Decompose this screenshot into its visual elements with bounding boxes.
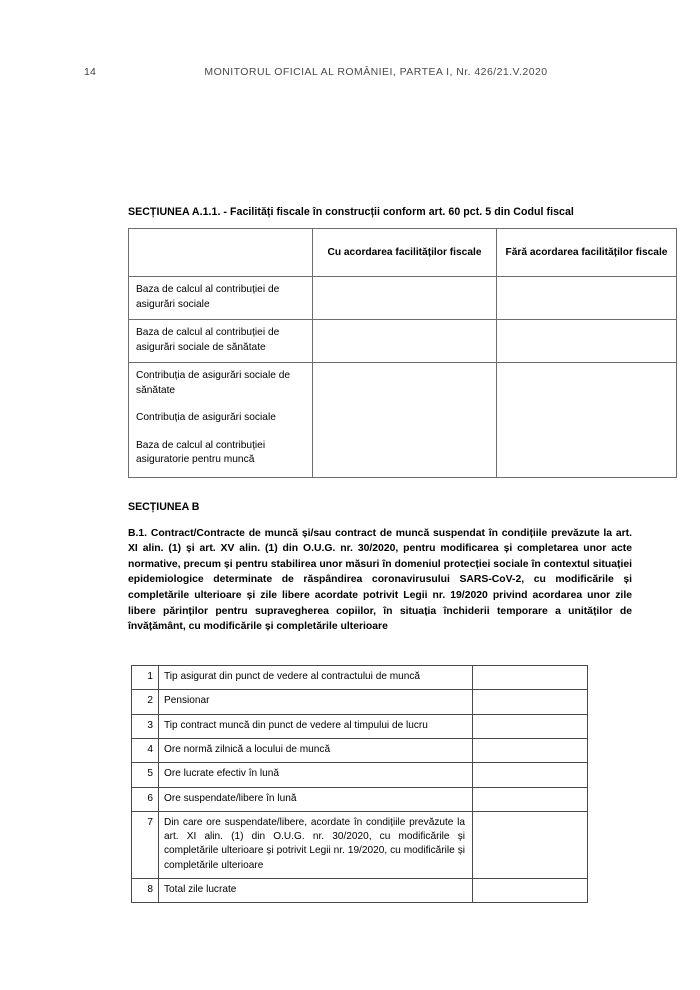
merged-label-line: Baza de calcul al contribuției asiguratorie pentru muncă	[136, 439, 266, 466]
document-content	[128, 206, 668, 903]
table-row	[129, 277, 677, 320]
row-value-field[interactable]	[473, 787, 588, 811]
facilitati-fiscale-table	[128, 228, 677, 477]
row-number: 7	[132, 811, 159, 878]
section-a-title: SECȚIUNEA A.1.1. - Facilități fiscale în construcții conform art. 60 pct. 5 din Codul fiscal	[128, 206, 574, 218]
row-label: Baza de calcul al contribuției de asigurări sociale	[129, 277, 313, 320]
row-value-field[interactable]	[473, 811, 588, 878]
row-value-fara[interactable]	[497, 277, 677, 320]
merged-row-value-fara[interactable]	[497, 363, 677, 477]
section-b-paragraph: B.1. Contract/Contracte de muncă și/sau contract de muncă suspendat în condițiile prevăzute la art. XI alin. (1) și art. XV alin. (1) din O.U.G. nr. 30/2020, pentru modificarea și completarea unor acte normative, precum și pentru stabilirea unor măsuri în domeniul protecției sociale în contextul situației epidemiologice determinate de răspândirea coronavirusului SARS-CoV-2, cu modificările și completările ulterioare și zile libere acordate potrivit Legii nr. 19/2020 privind acordarea unor zile libere părinților pentru supravegherea copiilor, în situația închiderii temporare a unităților de învățământ, cu modificările și completările ulterioare	[128, 527, 632, 633]
row-value-field[interactable]	[473, 738, 588, 762]
table-row	[132, 787, 588, 811]
row-label: Tip asigurat din punct de vedere al contractului de muncă	[159, 665, 473, 689]
row-label: Total zile lucrate	[159, 879, 473, 903]
row-value-field[interactable]	[473, 714, 588, 738]
table-row	[132, 665, 588, 689]
table-header-row	[129, 229, 677, 277]
table-row	[132, 714, 588, 738]
merged-row-value-cu[interactable]	[313, 363, 497, 477]
table-row	[129, 320, 677, 363]
row-value-fara[interactable]	[497, 320, 677, 363]
table-row	[132, 879, 588, 903]
row-value-field[interactable]	[473, 763, 588, 787]
row-label: Ore suspendate/libere în lună	[159, 787, 473, 811]
row-value-field[interactable]	[473, 665, 588, 689]
row-number: 1	[132, 665, 159, 689]
row-label: Baza de calcul al contribuției de asigurări sociale de sănătate	[129, 320, 313, 363]
table-row	[132, 763, 588, 787]
merged-label-line: Contribuția de asigurări sociale de sănătate	[136, 370, 291, 396]
running-head	[0, 66, 700, 86]
row-number: 6	[132, 787, 159, 811]
row-label: Tip contract muncă din punct de vedere al timpului de lucru	[159, 714, 473, 738]
row-number: 4	[132, 738, 159, 762]
merged-row-label-group	[129, 363, 313, 477]
contract-munca-table	[131, 665, 588, 904]
row-number: 5	[132, 763, 159, 787]
merged-label-line: Contribuția de asigurări sociale	[136, 412, 276, 424]
publication-title: MONITORUL OFICIAL AL ROMÂNIEI, PARTEA I, Nr. 426/21.V.2020	[204, 66, 548, 78]
header-cell-cu-facilitati: Cu acordarea facilităților fiscale	[313, 229, 497, 277]
row-number: 3	[132, 714, 159, 738]
section-b-title: SECȚIUNEA B	[128, 500, 200, 513]
row-label: Ore normă zilnică a locului de muncă	[159, 738, 473, 762]
row-value-cu[interactable]	[313, 320, 497, 363]
table-row-merged	[129, 363, 677, 477]
row-number: 8	[132, 879, 159, 903]
row-label: Ore lucrate efectiv în lună	[159, 763, 473, 787]
row-value-field[interactable]	[473, 879, 588, 903]
header-cell-fara-facilitati: Fără acordarea facilităților fiscale	[497, 229, 677, 277]
table-row	[132, 690, 588, 714]
table-row	[132, 738, 588, 762]
table-row	[132, 811, 588, 878]
row-number: 2	[132, 690, 159, 714]
header-cell-blank	[129, 229, 313, 277]
row-value-cu[interactable]	[313, 277, 497, 320]
row-label: Pensionar	[159, 690, 473, 714]
row-value-field[interactable]	[473, 690, 588, 714]
row-label: Din care ore suspendate/libere, acordate în condițiile prevăzute la art. XI alin. (1) din O.U.G. nr. 30/2020, cu modificările și completările ulterioare și potrivit Legii nr. 19/2020, cu modificările și completările ulterioare	[159, 811, 473, 878]
page-number: 14	[84, 66, 97, 78]
